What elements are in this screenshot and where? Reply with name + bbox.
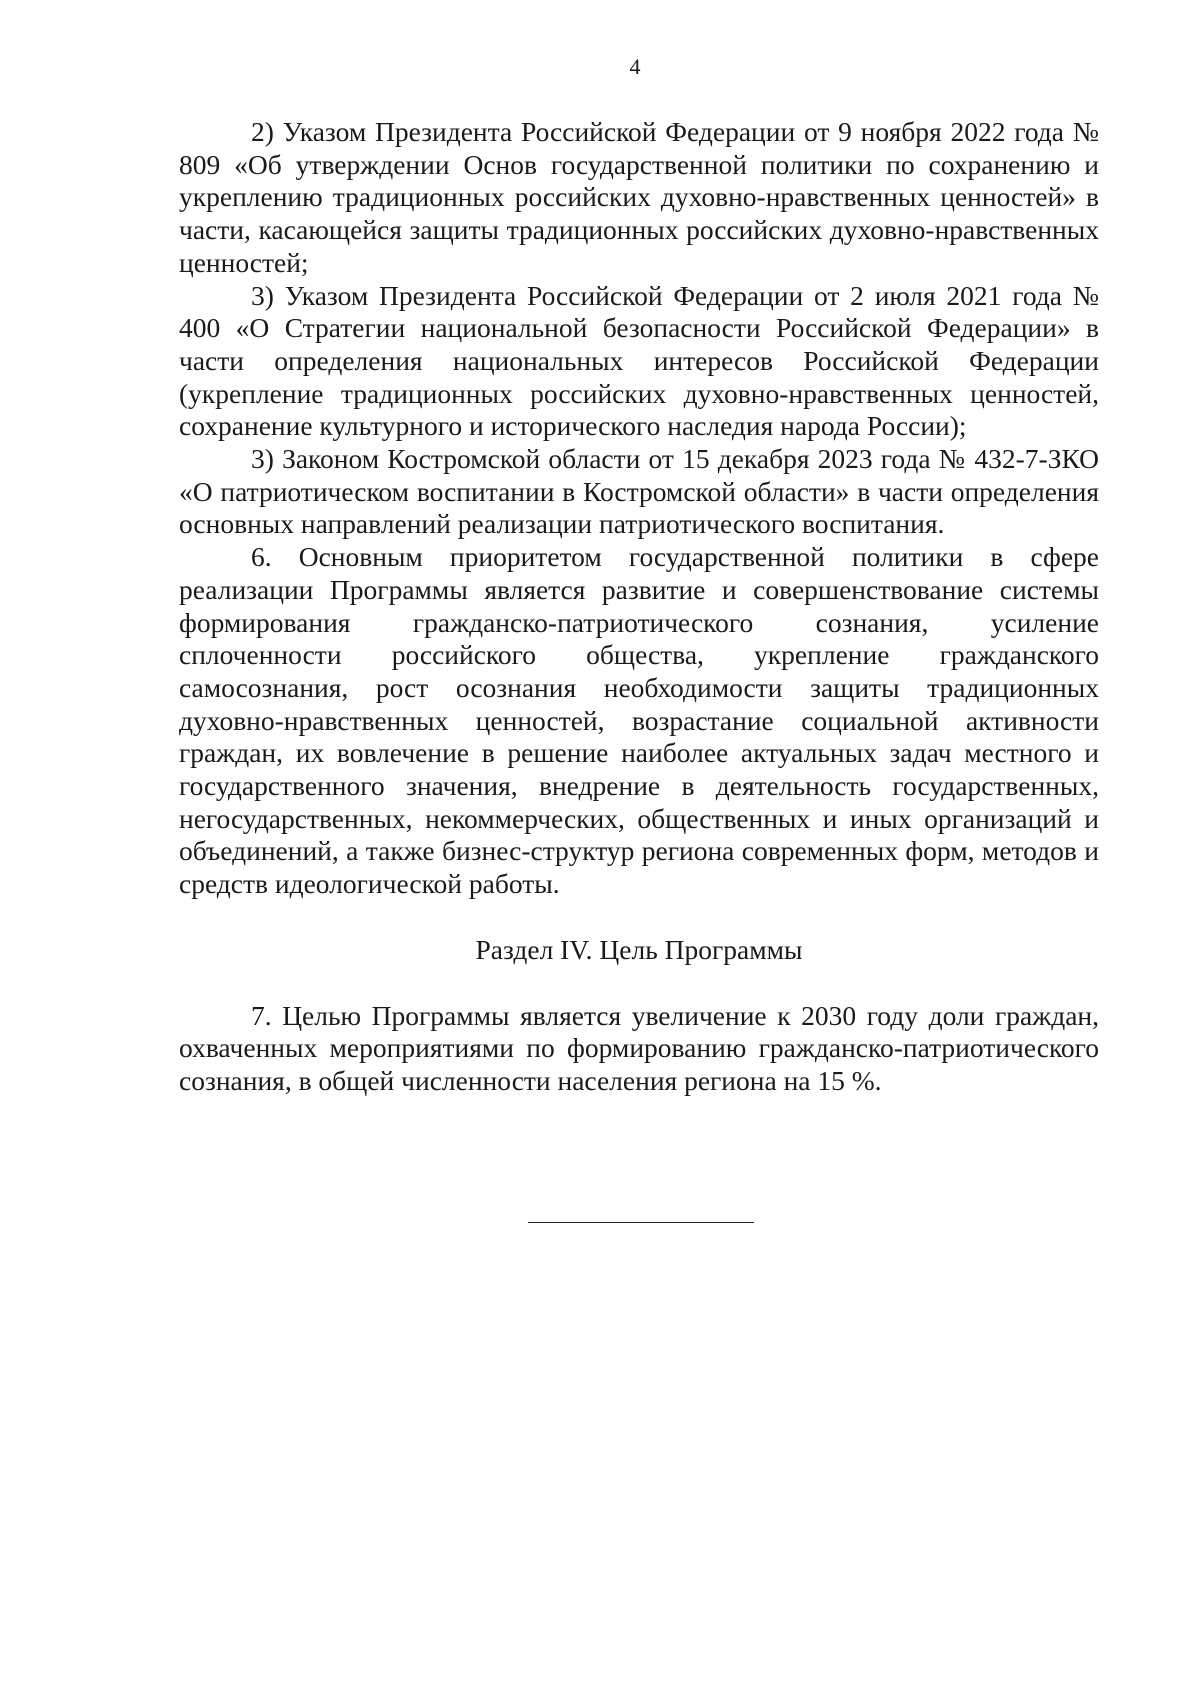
paragraph-decree-400: 3) Указом Президента Российской Федерации от 2 июля 2021 года № 400 «О Стратегии национальной безопасности Российской Федерации» в части определения национальных интересов Российской Федерации (укрепление традиционных российских духовно-нравственных ценностей, сохранение культурного и исторического наследия народа России); [179, 279, 1099, 442]
paragraph-goal: 7. Целью Программы является увеличение к 2030 году доли граждан, охваченных мероприятиями по формированию гражданско-патриотического сознания, в общей численности населения региона на 15 %. [179, 999, 1099, 1096]
paragraph-priority: 6. Основным приоритетом государственной политики в сфере реализации Программы является развитие и совершенствование системы формирования гражданско-патриотического сознания, усиление сплоченности российского общества, укрепление гражданского самосознания, рост осознания необходимости защиты традиционных духовно-нравственных ценностей, возрастание социальной активности граждан, их вовлечение в решение наиболее актуальных задач местного и государственного значения, внедрение в деятельность государственных, негосударственных, некоммерческих, общественных и иных организаций и объединений, а также бизнес-структур региона современных форм, методов и средств идеологической работы. [179, 541, 1099, 900]
document-body [179, 116, 1099, 1098]
paragraph-kostroma-law: 3) Законом Костромской области от 15 декабря 2023 года № 432-7-ЗКО «О патриотическом воспитании в Костромской области» в части определения основных направлений реализации патриотического воспитания. [179, 443, 1099, 540]
end-divider [528, 1222, 754, 1223]
paragraph-decree-809: 2) Указом Президента Российской Федерации от 9 ноября 2022 года № 809 «Об утверждении Основ государственной политики по сохранению и укреплению традиционных российских духовно-нравственных ценностей» в части, касающейся защиты традиционных российских духовно-нравственных ценностей; [179, 116, 1099, 278]
section-title: Раздел IV. Цель Программы [475, 933, 803, 965]
page-number: 4 [629, 54, 641, 79]
